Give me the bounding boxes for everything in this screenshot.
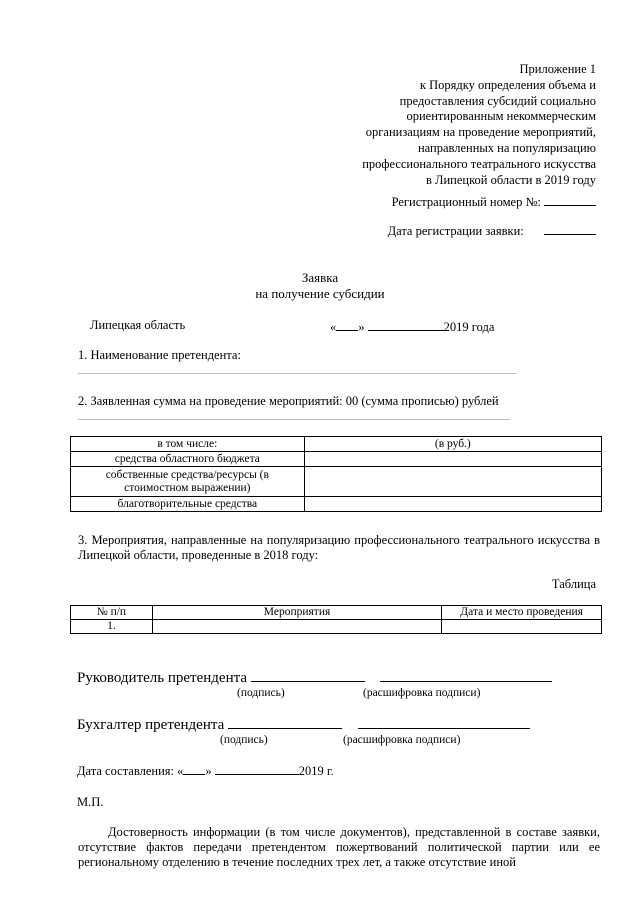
funds-row-value[interactable] [304,497,601,512]
appendix-line: к Порядку определения объема и [419,77,596,92]
title-line-1: Заявка [301,270,339,285]
applicant-name-field[interactable] [78,373,516,374]
accountant-signature-field[interactable] [228,715,342,729]
head-label: Руководитель претендента [77,670,248,686]
events-row-date-place[interactable] [442,620,602,634]
document-title [0,270,640,302]
registration-date [388,222,596,239]
head-signature-row [77,668,552,687]
compose-date [77,762,334,779]
appendix-line: в Липецкой области в 2019 году [425,172,596,187]
region: Липецкая область [90,318,186,332]
funds-row-value[interactable] [304,467,601,497]
events-row-number: 1. [71,620,153,634]
compose-month-field[interactable] [215,762,299,775]
head-decode-caption: (расшифровка подписи) [363,687,481,699]
day-field[interactable] [336,318,358,331]
funds-row-label: собственные средства/ресурсы (в стоимостном выражении) [71,467,305,497]
funds-row-label: благотворительные средства [71,497,305,512]
table-label: Таблица [551,577,596,591]
funds-row-value[interactable] [304,452,601,467]
accountant-label: Бухгалтер претендента [77,717,225,733]
month-field[interactable] [368,318,444,331]
appendix-line: ориентированным некоммерческим [406,109,596,124]
year-text: 2019 года [443,320,495,334]
application-date [330,318,494,335]
registration-number [392,193,596,210]
stamp-label: М.П. [77,795,104,809]
appendix-line: предоставления субсидий социально [399,93,596,108]
compose-day-field[interactable] [183,762,205,775]
registration-date-field[interactable] [544,222,596,235]
events-header-cell: Мероприятия [152,606,441,620]
funds-header-cell: в том числе: [71,437,305,452]
quote-close: » [358,320,365,334]
compose-year-text: 2019 г. [298,764,334,778]
events-row-event[interactable] [152,620,441,634]
title-line-2: на получение субсидии [255,286,385,301]
registration-number-label: Регистрационный номер №: [391,195,541,209]
final-paragraph: Достоверность информации (в том числе документов), представленной в составе заявки, отсутствие фактов передачи претендентом пожертвований политической партии или ее региональному отделению в течение последних трех лет, а также отсутствие иной [78,825,600,869]
amount-field[interactable] [78,419,510,420]
events-header-cell: № п/п [71,606,153,620]
compose-quote-close: » [205,764,212,778]
head-signature-field[interactable] [251,668,365,682]
funds-header-cell: (в руб.) [304,437,601,452]
appendix-header [296,62,596,188]
accountant-decode-field[interactable] [358,715,530,729]
appendix-line: Приложение 1 [519,62,596,76]
appendix-line: организациям на проведение мероприятий, [365,125,596,140]
funds-table [70,436,602,512]
section-2-label: 2. Заявленная сумма на проведение мероприятий: 00 (сумма прописью) рублей [78,394,499,408]
head-sign-caption: (подпись) [237,687,285,699]
quote-open: « [330,320,337,334]
section-3-text: 3. Мероприятия, направленные на популяризацию профессионального театрального искусства в Липецкой области, проведенные в 2018 году: [78,533,600,562]
funds-row-label: средства областного бюджета [71,452,305,467]
compose-date-label: Дата составления: « [77,764,184,778]
registration-date-label: Дата регистрации заявки: [387,224,524,238]
accountant-decode-caption: (расшифровка подписи) [343,734,461,746]
accountant-sign-caption: (подпись) [220,734,268,746]
section-1-label: 1. Наименование претендента: [78,348,241,362]
head-decode-field[interactable] [380,668,552,682]
events-table [70,605,602,634]
appendix-line: направленных на популяризацию [417,140,596,155]
appendix-line: профессионального театрального искусства [362,156,596,171]
events-header-cell: Дата и место проведения [442,606,602,620]
accountant-signature-row [77,715,530,734]
registration-number-field[interactable] [544,193,596,206]
